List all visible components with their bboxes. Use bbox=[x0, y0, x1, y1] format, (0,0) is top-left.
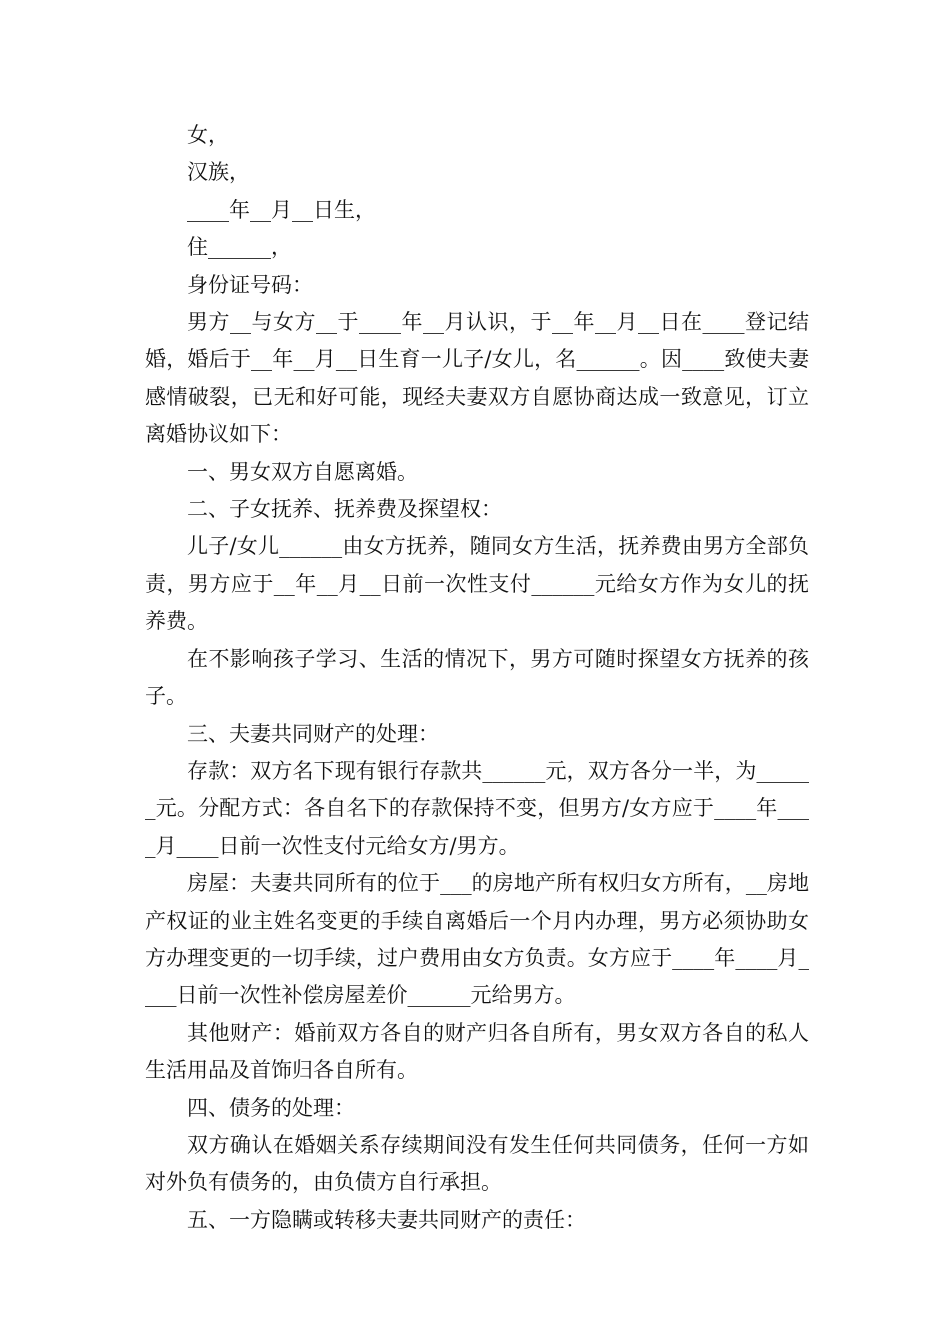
party-address: 住______， bbox=[187, 235, 292, 260]
section-heading-divorce: 一、男女双方自愿离婚。 bbox=[187, 459, 418, 484]
party-gender: 女， bbox=[187, 123, 229, 147]
deposit-clause: 存款：双方名下现有银行存款共______元，双方各分一半，为______元。分配方式：各自名下的存款保持不变，但男方/女方应于____年____月____日前一次性支付元给女方/男方。 bbox=[145, 758, 809, 858]
party-ethnicity: 汉族， bbox=[187, 160, 250, 185]
marriage-background: 男方__与女方__于____年__月认识，于__年__月__日在____登记结婚，婚后于__年__月__日生育一儿子/女儿，名______。因____致使夫妻感情破裂，已无和好可能，现经夫妻双方自愿协商达成一致意见，订立离婚协议如下： bbox=[145, 310, 809, 447]
section-heading-concealment: 五、一方隐瞒或转移夫妻共同财产的责任： bbox=[187, 1207, 586, 1232]
house-clause: 房屋：夫妻共同所有的位于___的房地产所有权归女方所有，__房地产权证的业主姓名变更的手续自离婚后一个月内办理，男方必须协助女方办理变更的一切手续，过户费用由女方负责。女方应于____年____月____日前一次性补偿房屋差价______元给男方。 bbox=[145, 871, 809, 1008]
section-heading-children: 二、子女抚养、抚养费及探望权： bbox=[187, 497, 502, 522]
party-birthdate: ____年__月__日生， bbox=[187, 197, 376, 222]
child-custody-clause: 儿子/女儿______由女方抚养，随同女方生活，抚养费由男方全部负责，男方应于__年__月__日前一次性支付______元给女方作为女儿的抚养费。 bbox=[145, 534, 809, 634]
section-heading-property: 三、夫妻共同财产的处理： bbox=[187, 721, 439, 746]
document-body bbox=[145, 117, 809, 1239]
party-id-number: 身份证号码： bbox=[187, 272, 313, 297]
debt-clause: 双方确认在婚姻关系存续期间没有发生任何共同债务，任何一方如对外负有债务的，由负债方自行承担。 bbox=[145, 1132, 809, 1195]
other-property-clause: 其他财产：婚前双方各自的财产归各自所有，男女双方各自的私人生活用品及首饰归各自所有。 bbox=[145, 1020, 809, 1083]
section-heading-debt: 四、债务的处理： bbox=[187, 1095, 355, 1120]
visitation-clause: 在不影响孩子学习、生活的情况下，男方可随时探望女方抚养的孩子。 bbox=[145, 646, 809, 709]
